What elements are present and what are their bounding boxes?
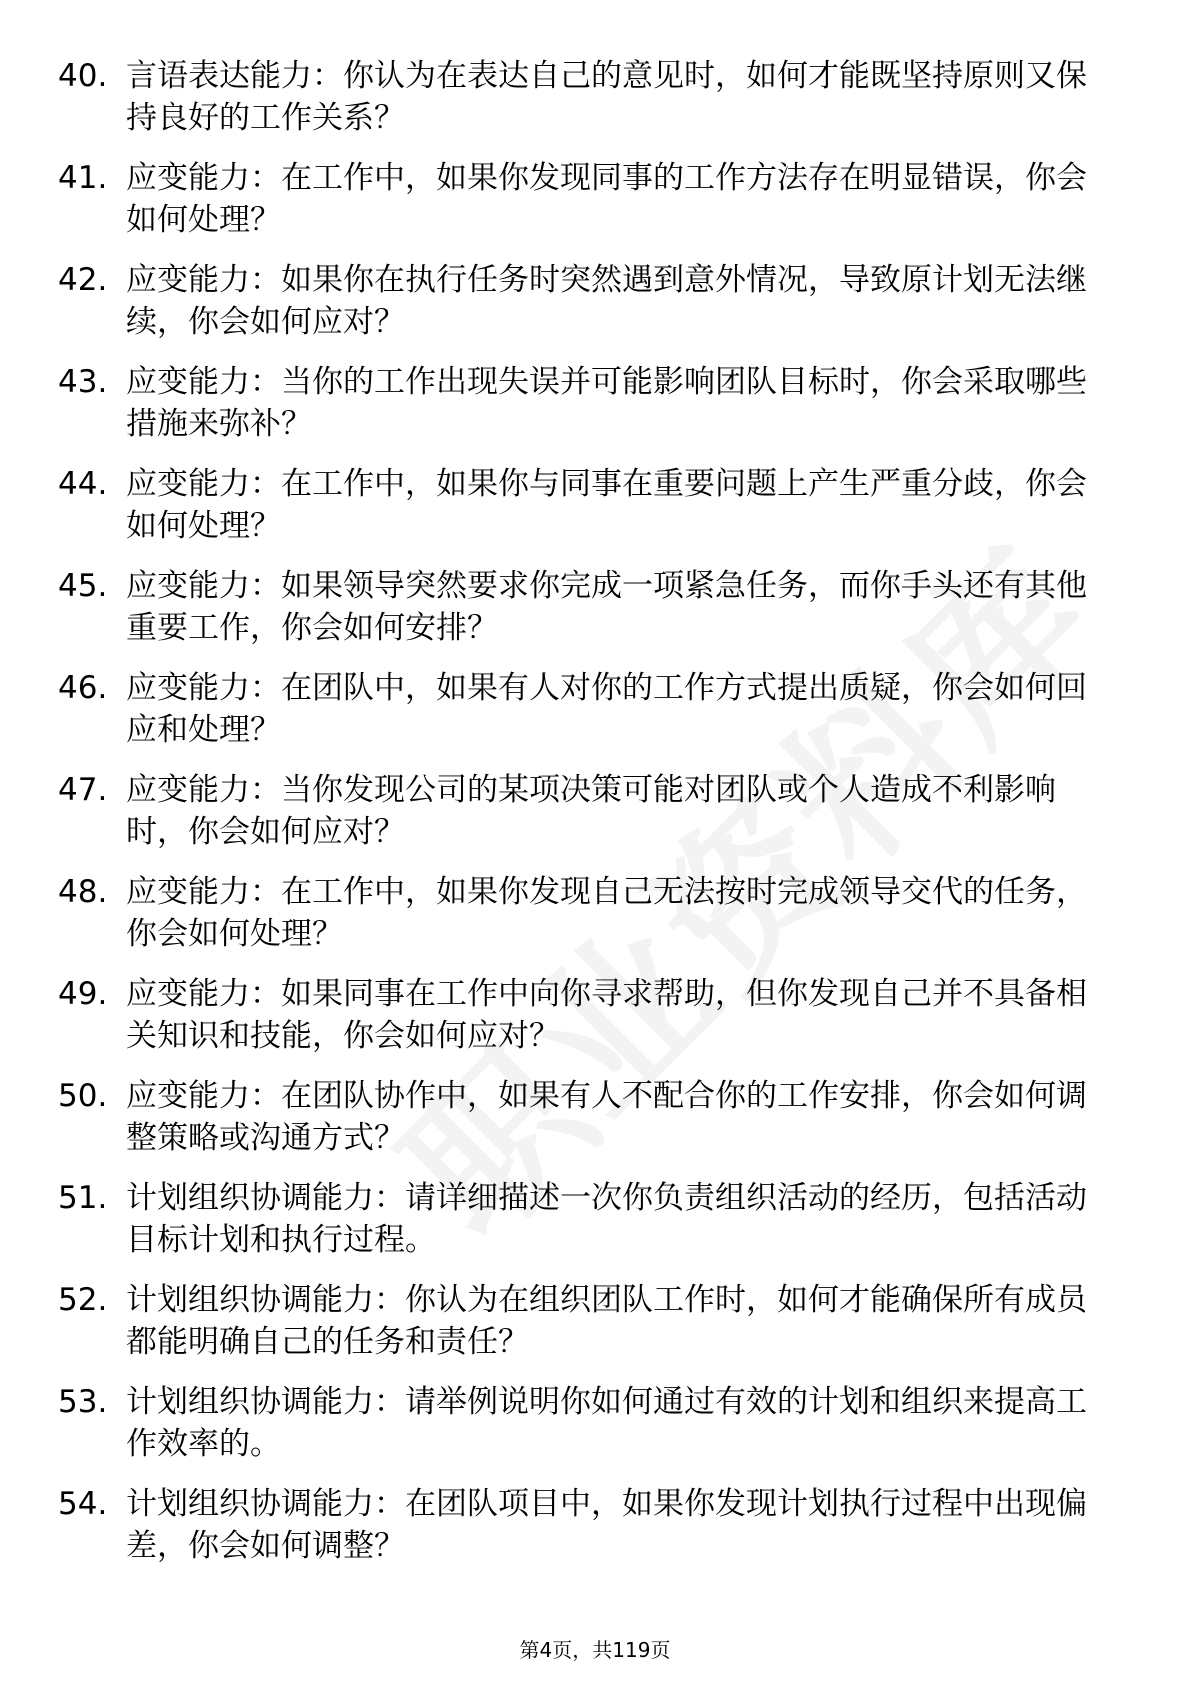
question-text: 应变能力：在团队协作中，如果有人不配合你的工作安排，你会如何调整策略或沟通方式？	[126, 1078, 1087, 1156]
question-item	[58, 769, 1118, 871]
question-item	[58, 55, 1118, 157]
question-number: 44.	[58, 466, 108, 502]
question-number: 54.	[58, 1486, 108, 1522]
question-item	[58, 1279, 1118, 1381]
question-number: 40.	[58, 58, 108, 94]
question-text: 计划组织协调能力：请举例说明你如何通过有效的计划和组织来提高工作效率的。	[126, 1384, 1087, 1462]
question-item	[58, 871, 1118, 973]
question-list	[58, 55, 1118, 1585]
question-item	[58, 157, 1118, 259]
question-number: 50.	[58, 1078, 108, 1114]
question-number: 42.	[58, 262, 108, 298]
question-text: 应变能力：如果领导突然要求你完成一项紧急任务，而你手头还有其他重要工作，你会如何安排？	[126, 568, 1087, 646]
question-text: 言语表达能力：你认为在表达自己的意见时，如何才能既坚持原则又保持良好的工作关系？	[126, 58, 1087, 136]
question-item	[58, 1177, 1118, 1279]
question-text: 应变能力：当你发现公司的某项决策可能对团队或个人造成不利影响时，你会如何应对？	[126, 772, 1056, 850]
question-text: 应变能力：在团队中，如果有人对你的工作方式提出质疑，你会如何回应和处理？	[126, 670, 1087, 748]
question-number: 46.	[58, 670, 108, 706]
question-text: 应变能力：在工作中，如果你与同事在重要问题上产生严重分歧，你会如何处理？	[126, 466, 1087, 544]
question-number: 41.	[58, 160, 108, 196]
page-footer: 第4页，共119页	[519, 1638, 671, 1662]
question-item	[58, 667, 1118, 769]
question-number: 52.	[58, 1282, 108, 1318]
question-item	[58, 973, 1118, 1075]
question-item	[58, 1483, 1118, 1585]
question-number: 45.	[58, 568, 108, 604]
question-text: 应变能力：如果同事在工作中向你寻求帮助，但你发现自己并不具备相关知识和技能，你会如何应对？	[126, 976, 1087, 1054]
question-item	[58, 1075, 1118, 1177]
question-item	[58, 565, 1118, 667]
question-number: 49.	[58, 976, 108, 1012]
question-text: 应变能力：当你的工作出现失误并可能影响团队目标时，你会采取哪些措施来弥补？	[126, 364, 1087, 442]
question-text: 应变能力：在工作中，如果你发现同事的工作方法存在明显错误，你会如何处理？	[126, 160, 1087, 238]
question-item	[58, 463, 1118, 565]
question-number: 43.	[58, 364, 108, 400]
question-text: 计划组织协调能力：请详细描述一次你负责组织活动的经历，包括活动目标计划和执行过程。	[126, 1180, 1087, 1258]
question-text: 应变能力：在工作中，如果你发现自己无法按时完成领导交代的任务，你会如何处理？	[126, 874, 1087, 952]
question-item	[58, 1381, 1118, 1483]
question-text: 计划组织协调能力：在团队项目中，如果你发现计划执行过程中出现偏差，你会如何调整？	[126, 1486, 1087, 1564]
question-text: 应变能力：如果你在执行任务时突然遇到意外情况，导致原计划无法继续，你会如何应对？	[126, 262, 1087, 340]
question-text: 计划组织协调能力：你认为在组织团队工作时，如何才能确保所有成员都能明确自己的任务和责任？	[126, 1282, 1087, 1360]
question-number: 51.	[58, 1180, 108, 1216]
question-number: 48.	[58, 874, 108, 910]
question-number: 53.	[58, 1384, 108, 1420]
question-item	[58, 361, 1118, 463]
question-item	[58, 259, 1118, 361]
question-number: 47.	[58, 772, 108, 808]
